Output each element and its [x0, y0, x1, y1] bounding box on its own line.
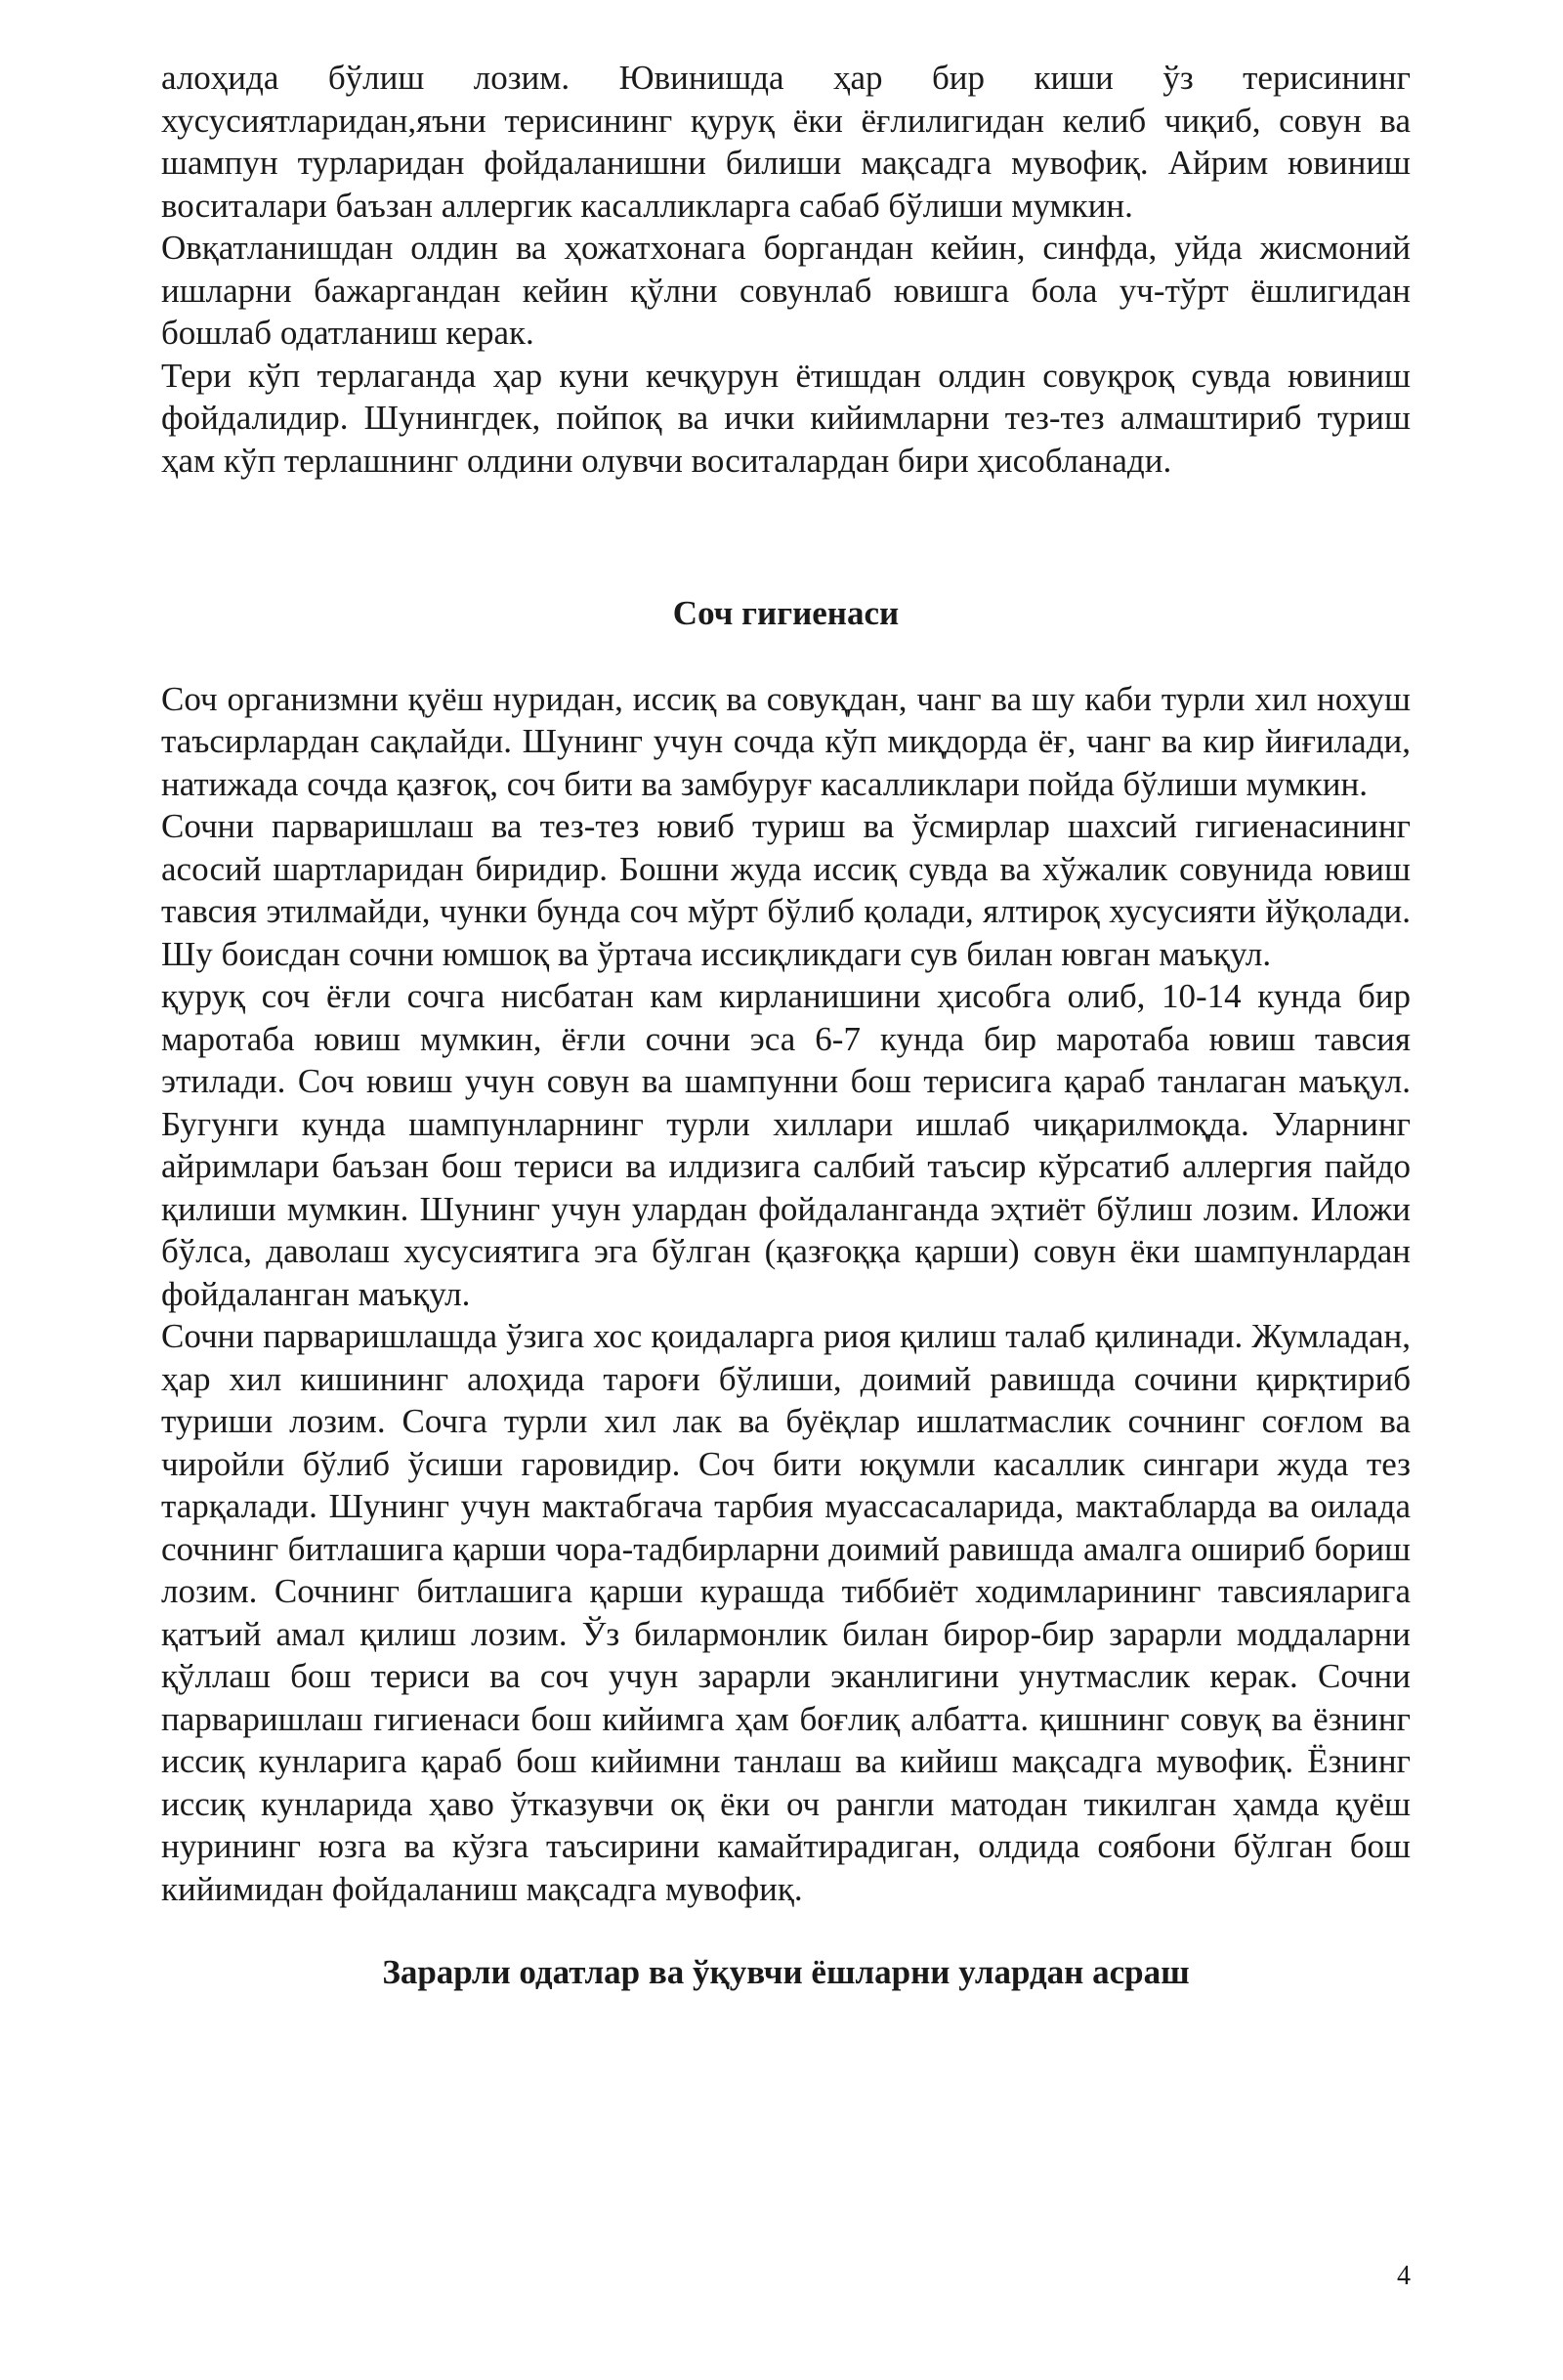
paragraph: Овқатланишдан олдин ва ҳожатхонага боргандан кейин, синфда, уйда жисмоний ишларни бажаргандан кейин қўлни совунлаб ювишга бола уч-тўрт ёшлигидан бошлаб одатланиш керак.: [161, 229, 1411, 352]
section-title: Соч гигиенаси: [672, 594, 900, 632]
intro-block: [161, 57, 1411, 482]
paragraph: қуруқ соч ёғли сочга нисбатан кам кирланишини ҳисобга олиб, 10-14 кунда бир маротаба ювиш мумкин, ёғли сочни эса 6-7 кунда бир маротаба ювиш тавсия этилади. Соч ювиш учун совун ва шампунни бош терисига қараб танлаган маъқул. Бугунги кунда шампунларнинг турли хиллари ишлаб чиқарилмоқда. Уларнинг айримлари баъзан бош териси ва илдизига салбий таъсир кўрсатиб аллергия пайдо қилиши мумкин. Шунинг учун улардан фойдаланганда эҳтиёт бўлиш лозим. Иложи бўлса, даволаш хусусиятига эга бўлган (қазғоққа қарши) совун ёки шампунлардан фойдаланган маъқул.: [161, 977, 1411, 1313]
section-body: [161, 678, 1411, 1911]
document-page: [161, 57, 1411, 1994]
paragraph: Сочни парваришлашда ўзига хос қоидаларга риоя қилиш талаб қилинади. Жумладан, ҳар хил кишининг алоҳида тароғи бўлиши, доимий равишда сочини қирқтириб туриши лозим. Сочга турли хил лак ва буёқлар ишлатмаслик сочнинг соғлом ва чиройли бўлиб ўсиши гаровидир. Соч бити юқумли касаллик сингари жуда тез тарқалади. Шунинг учун мактабгача тарбия муассасаларида, мактабларда ва оилада сочнинг битлашига қарши чора-тадбирларни доимий равишда амалга ошириб бориш лозим. Сочнинг битлашига қарши курашда тиббиёт ходимларининг тавсияларига қатъий амал қилиш лозим. Ўз билармонлик билан бирор-бир зарарли моддаларни қўллаш бош териси ва соч учун зарарли эканлигини унутмаслик керак. Сочни парваришлаш гигиенаси бош кийимга ҳам боғлиқ албатта. қишнинг совуқ ва ёзнинг иссиқ кунларига қараб бош кийимни танлаш ва кийиш мақсадга мувофиқ. Ёзнинг иссиқ кунларида ҳаво ўтказувчи оқ ёки оч рангли матодан тикилган ҳамда қуёш нурининг юзга ва кўзга таъсирини камайтирадиган, олдида соябони бўлган бош кийимидан фойдаланиш мақсадга мувофиқ.: [161, 1317, 1411, 1908]
next-section-title: Зарарли одатлар ва ўқувчи ёшларни улардан асраш: [382, 1953, 1190, 1991]
paragraph: Тери кўп терлаганда ҳар куни кечқурун ётишдан олдин совуқроқ сувда ювиниш фойдалидир. Шунингдек, пойпоқ ва ички кийимларни тез-тез алмаштириб туриш ҳам кўп терлашнинг олдини олувчи воситалардан бири ҳисобланади.: [161, 356, 1411, 480]
page-number: 4: [1397, 2261, 1411, 2291]
paragraph: Сочни парваришлаш ва тез-тез ювиб туриш ва ўсмирлар шахсий гигиенасининг асосий шартларидан биридир. Бошни жуда иссиқ сувда ва хўжалик совунида ювиш тавсия этилмайди, чунки бунда соч мўрт бўлиб қолади, ялтироқ хусусияти йўқолади. Шу боисдан сочни юмшоқ ва ўртача иссиқликдаги сув билан ювган маъқул.: [161, 807, 1411, 973]
paragraph: алоҳида бўлиш лозим. Ювинишда ҳар бир киши ўз терисининг хусусиятларидан,яъни терисининг қуруқ ёки ёғлилигидан келиб чиқиб, совун ва шампун турларидан фойдаланишни билиши мақсадга мувофиқ. Айрим ювиниш воситалари баъзан аллергик касалликларга сабаб бўлиши мумкин.: [161, 59, 1411, 225]
paragraph: Соч организмни қуёш нуридан, иссиқ ва совуқдан, чанг ва шу каби турли хил нохуш таъсирлардан сақлайди. Шунинг учун сочда кўп миқдорда ёғ, чанг ва кир йиғилади, натижада сочда қазғоқ, соч бити ва замбуруғ касалликлари пойда бўлиши мумкин.: [161, 679, 1411, 803]
